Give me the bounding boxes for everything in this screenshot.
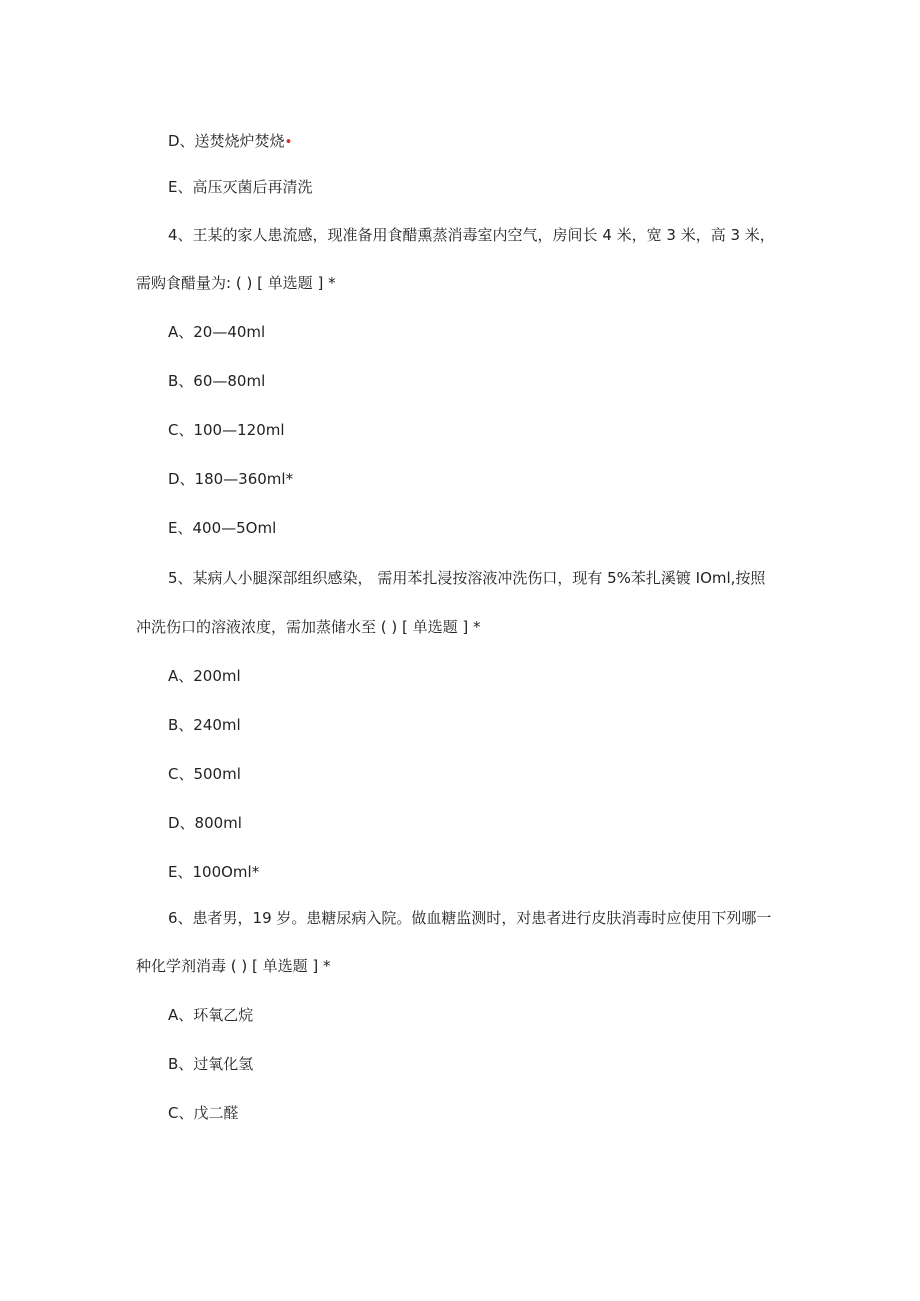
option-text: D、送焚烧炉焚烧 — [168, 132, 285, 150]
question-5-line-1: 5、某病人小腿深部组织感染， 需用苯扎浸按溶液冲洗伤口，现有 5%苯扎溪镀 IOml,按照 — [168, 569, 766, 587]
question-5-line-2: 冲洗伤口的溶液浓度，需加蒸储水至 ( ) [ 单选题 ] * — [136, 618, 481, 636]
option-q6-b: B、过氧化氢 — [168, 1055, 254, 1073]
option-q5-c: C、500ml — [168, 765, 241, 783]
option-q5-e: E、100Oml* — [168, 863, 260, 881]
question-6-line-1: 6、患者男，19 岁。患糖尿病入院。做血糖监测时，对患者进行皮肤消毒时应使用下列哪一 — [168, 909, 772, 927]
question-6-line-2: 种化学剂消毒 ( ) [ 单选题 ] * — [136, 957, 331, 975]
option-q4-d: D、180—360ml* — [168, 470, 294, 488]
option-q4-c: C、100—120ml — [168, 421, 285, 439]
option-q4-a: A、20—40ml — [168, 323, 266, 341]
option-q6-a: A、环氧乙烷 — [168, 1006, 254, 1024]
option-q6-c: C、戊二醛 — [168, 1104, 239, 1122]
question-4-line-1: 4、王某的家人患流感，现准备用食醋熏蒸消毒室内空气，房间长 4 米，宽 3 米，高 3 米， — [168, 226, 775, 244]
option-q5-b: B、240ml — [168, 716, 241, 734]
option-q3-d — [168, 131, 292, 153]
option-q4-e: E、400—5Oml — [168, 519, 277, 537]
option-q3-e: E、高压灭菌后再清洗 — [168, 178, 313, 196]
option-q5-a: A、200ml — [168, 667, 241, 685]
option-q5-d: D、800ml — [168, 814, 242, 832]
red-dot-mark: • — [284, 135, 293, 150]
question-4-line-2: 需购食醋量为: ( ) [ 单选题 ] * — [136, 274, 336, 292]
option-q4-b: B、60—80ml — [168, 372, 266, 390]
